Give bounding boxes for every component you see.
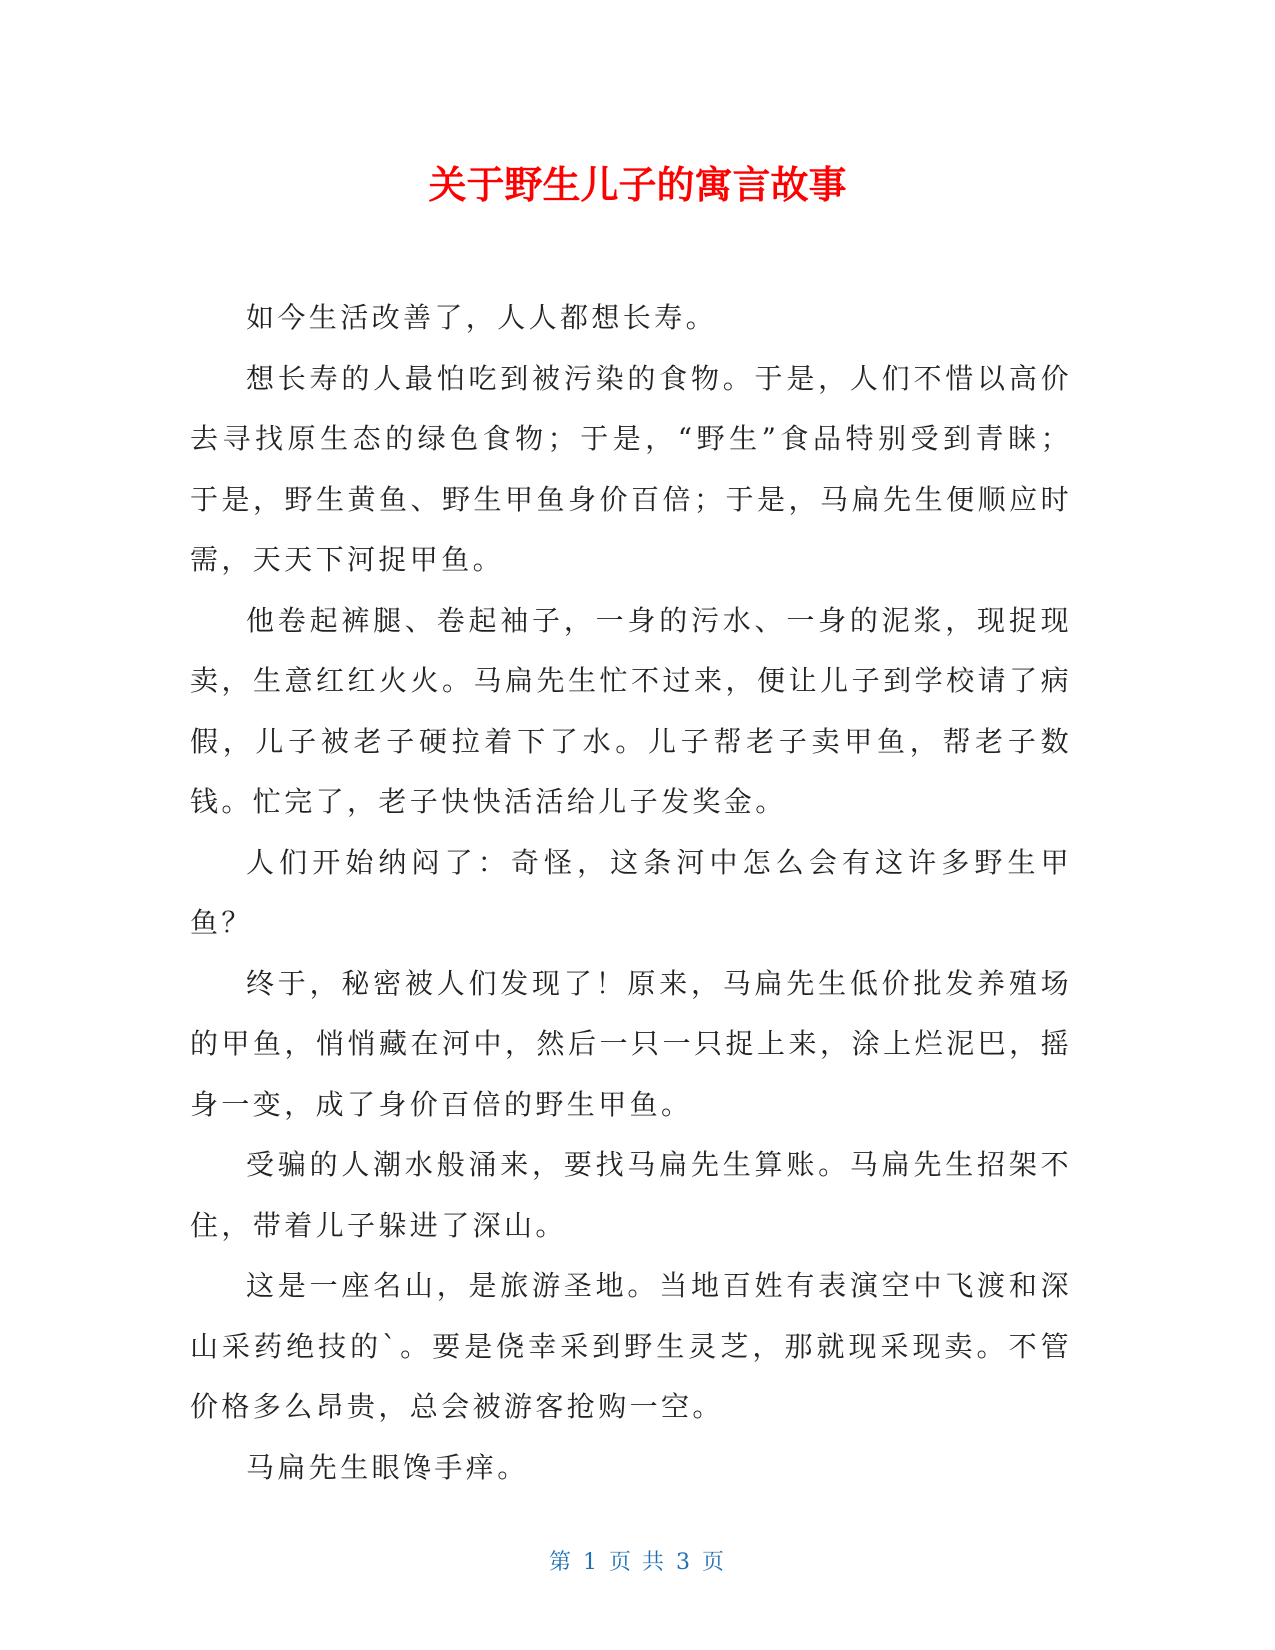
- paragraph: 他卷起裤腿、卷起袖子，一身的污水、一身的泥浆，现捉现卖，生意红红火火。马扁先生忙不过来，便让儿子到学校请了病假，儿子被老子硬拉着下了水。儿子帮老子卖甲鱼，帮老子数钱。忙完了，老子快快活活给儿子发奖金。: [190, 603, 1072, 818]
- paragraph: 终于，秘密被人们发现了！原来，马扁先生低价批发养殖场的甲鱼，悄悄藏在河中，然后一只一只捉上来，涂上烂泥巴，摇身一变，成了身价百倍的野生甲鱼。: [190, 966, 1072, 1121]
- paragraph: 受骗的人潮水般涌来，要找马扁先生算账。马扁先生招架不住，带着儿子躲进了深山。: [190, 1148, 1072, 1242]
- footer-current-page: 1: [583, 1550, 599, 1575]
- footer-total-pages: 3: [676, 1550, 692, 1575]
- paragraph: 如今生活改善了，人人都想长寿。: [246, 301, 718, 334]
- paragraph: 马扁先生眼馋手痒。: [246, 1450, 529, 1484]
- paragraph: 想长寿的人最怕吃到被污染的食物。于是，人们不惜以高价去寻找原生态的绿色食物；于是，“野生”食品特别受到青睐；于是，野生黄鱼、野生甲鱼身价百倍；于是，马扁先生便顺应时需，天天下河捉甲鱼。: [190, 361, 1072, 576]
- paragraph: 这是一座名山，是旅游圣地。当地百姓有表演空中飞渡和深山采药绝技的`。要是侥幸采到野生灵芝，那就现采现卖。不管价格多么昂贵，总会被游客抢购一空。: [190, 1269, 1072, 1423]
- document-body: [190, 288, 1072, 1498]
- footer-label-end: 页: [702, 1550, 727, 1575]
- page-number-footer: [0, 1548, 1275, 1578]
- paragraph: 人们开始纳闷了：奇怪，这条河中怎么会有这许多野生甲鱼？: [190, 845, 1072, 939]
- document-title: 关于野生儿子的寓言故事: [428, 163, 847, 207]
- footer-label-page: 第: [548, 1550, 573, 1575]
- footer-label-of: 页 共: [609, 1550, 666, 1575]
